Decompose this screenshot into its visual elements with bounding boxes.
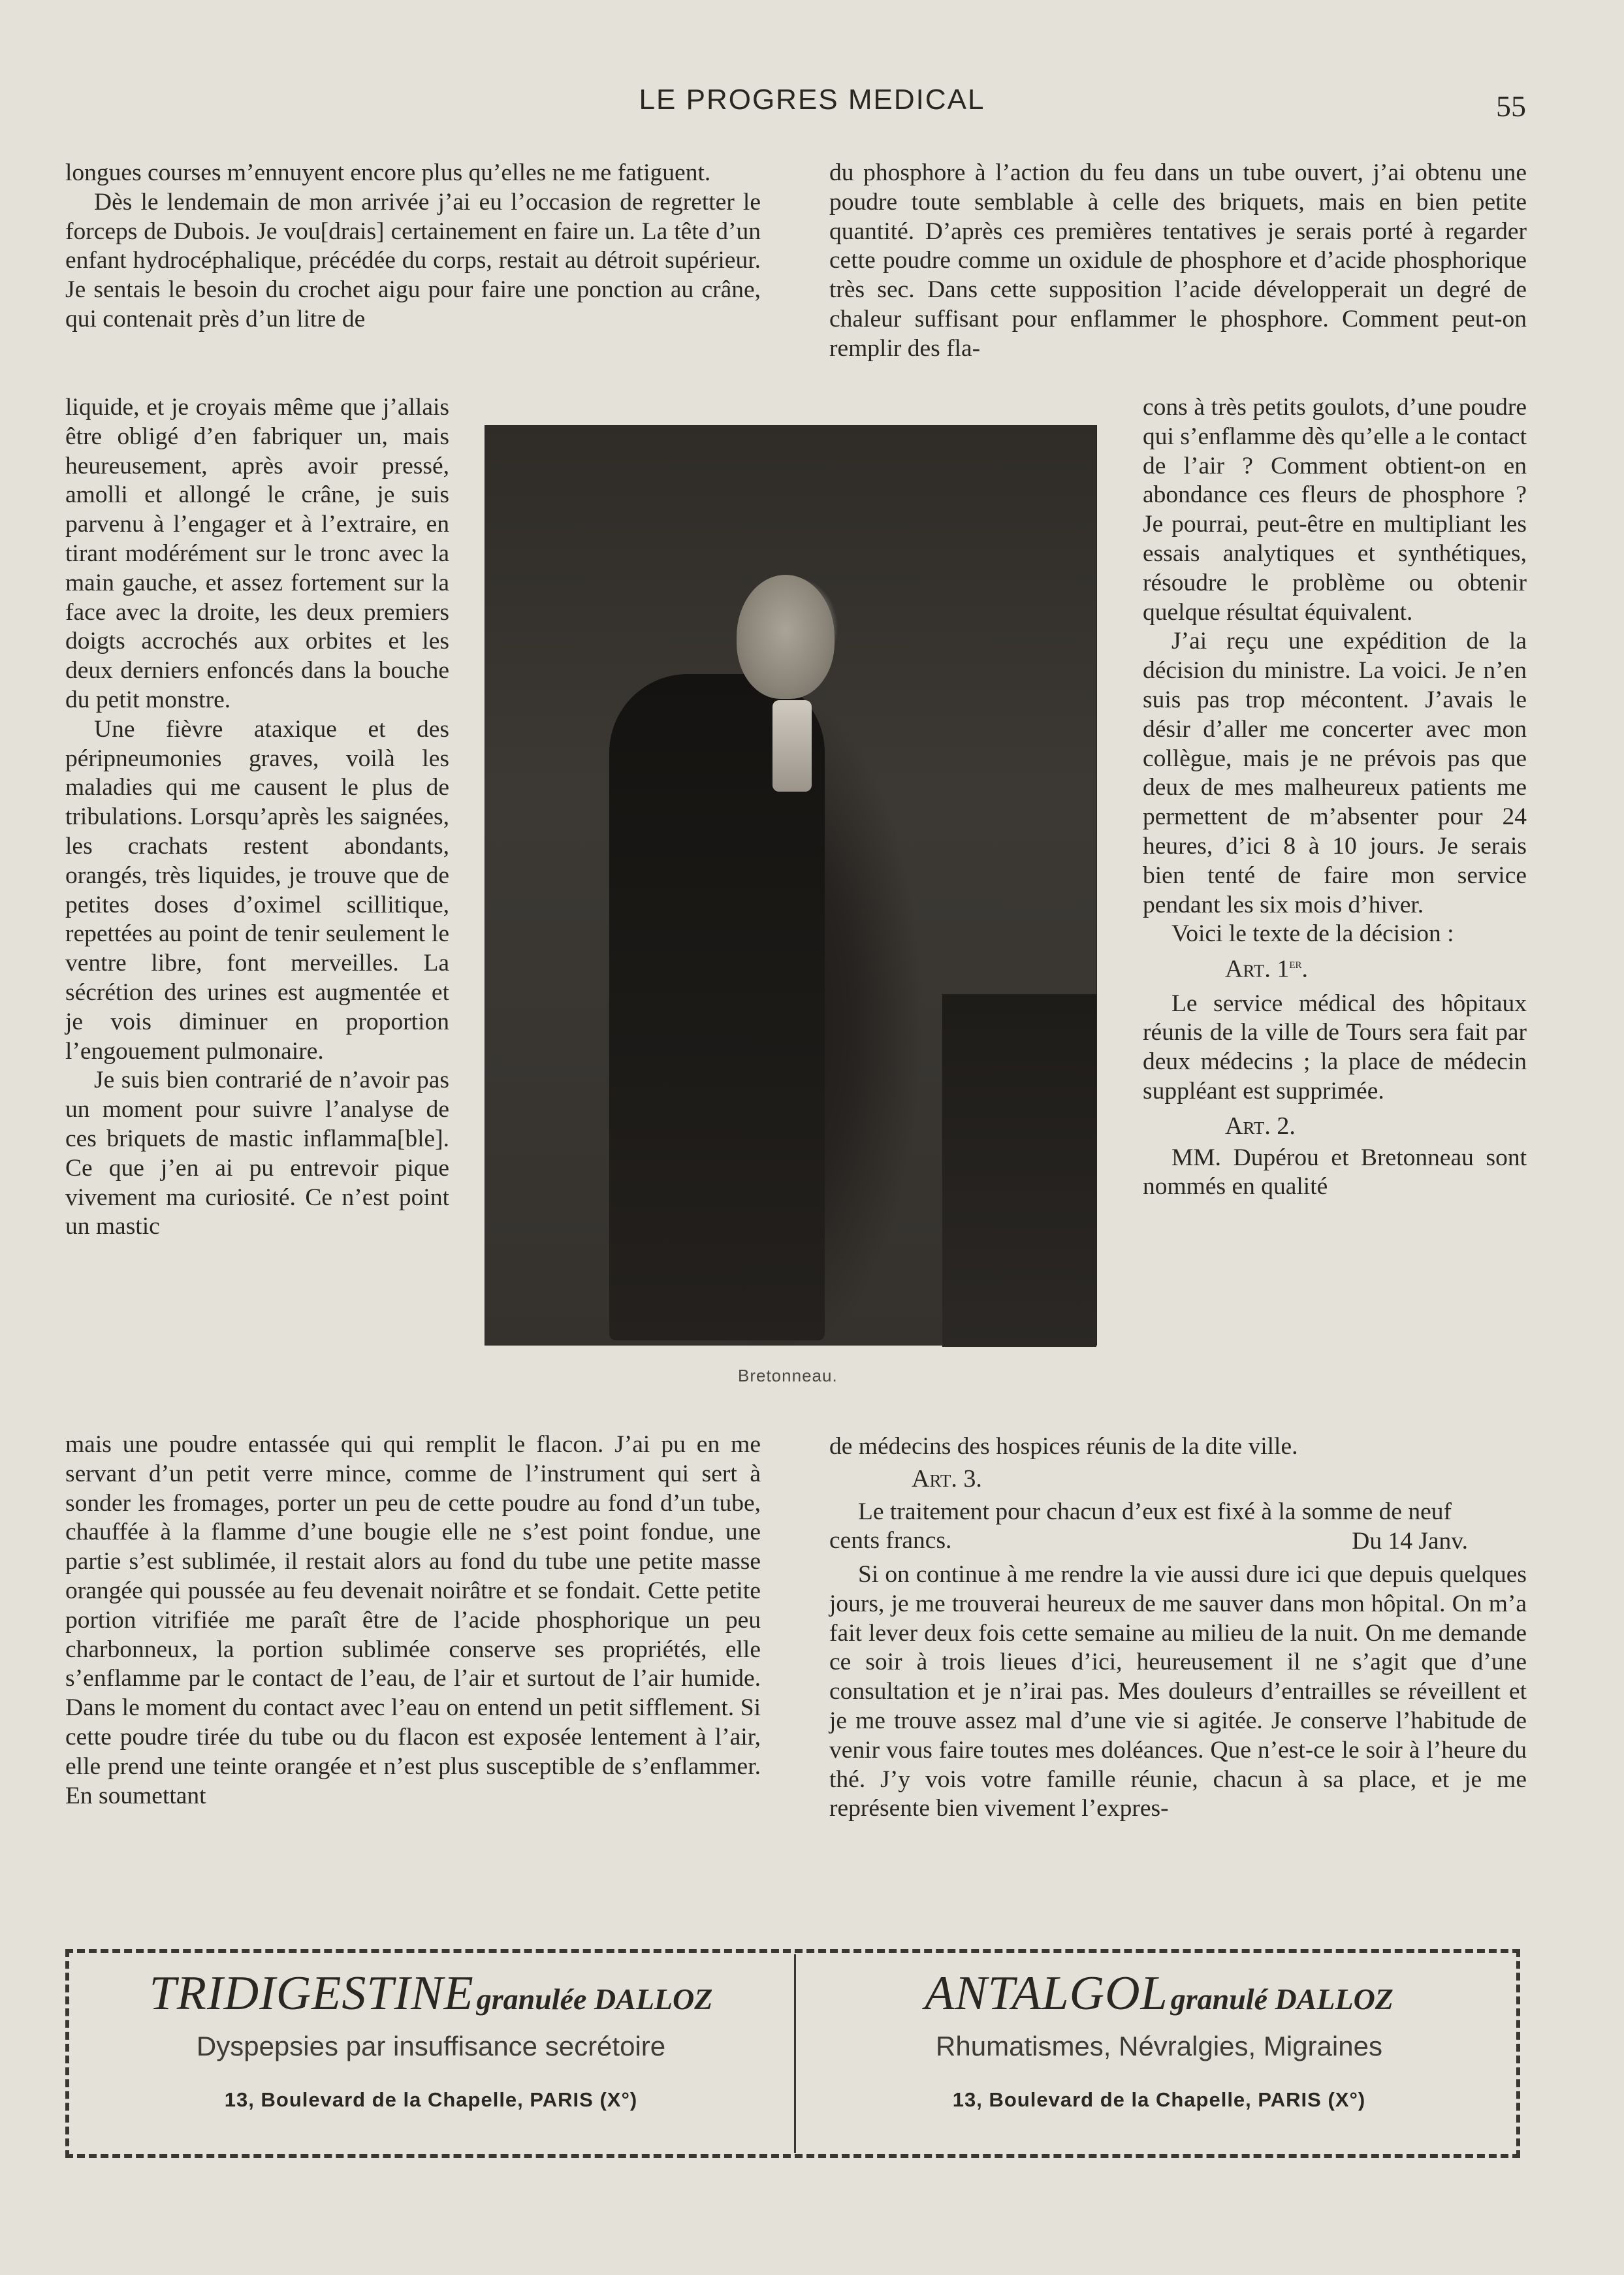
right-column-top [829, 159, 1527, 364]
left-column-narrow [65, 393, 449, 1242]
portrait-figure-head [737, 575, 835, 699]
ad-title-line [72, 1966, 790, 2022]
left-column-top [65, 159, 761, 334]
paragraph: longues courses m’ennuyent encore plus qu’elles ne me fatiguent. [65, 159, 711, 186]
article-2-text: MM. Dupérou et Bretonneau sont nommés en qualité [1143, 1144, 1527, 1201]
paragraph: du phosphore à l’action du feu dans un tube ouvert, j’ai obtenu une poudre toute semblable à celle des briquets, mais en bien petite quantité. D’après ces premières tentatives je serais porté à regarder cette poudre comme un oxidule de phosphore et d’acide phosphorique très sec. Dans cette supposition l’acide développerait un degré de chaleur suffisant pour enflammer le phosphore. Comment peut-on remplir des fla- [829, 159, 1527, 362]
paragraph: Une fièvre ataxique et des péripneumonies graves, voilà les maladies qui me causent le plus de tribulations. Lorsqu’après les saignées, les crachats restent abondants, orangés, très liquides, je trouve que de petites doses d’oximel scillitique, repettées au point de tenir seulement le ventre libre, font merveilles. La sécrétion des urines est augmentée et je vois diminuer en proportion l’engouement pulmonaire. [65, 715, 449, 1065]
decision-date: Du 14 Janv. [1352, 1528, 1468, 1555]
paragraph: liquide, et je croyais même que j’allais être obligé d’en fabriquer un, mais heureusement, après avoir pressé, amolli et allongé le crâne, je suis parvenu à l’engager et à l’extraire, en tirant modérément sur le tronc avec la main gauche, et assez fortement sur la face avec la droite, les deux premiers doigts accrochés aux orbites et les deux derniers enfoncés dans la bouche du petit monstre. [65, 394, 449, 713]
article-3-heading: Art. 3. [912, 1464, 982, 1492]
left-column-bottom [65, 1430, 761, 1811]
ad-address: 13, Boulevard de la Chapelle, PARIS (X°) [952, 2088, 1366, 2111]
ad-product-subtitle: granulé DALLOZ [1170, 1982, 1393, 2016]
ad-tridigestine [72, 1966, 790, 2112]
right-column-narrow [1143, 393, 1527, 1202]
article-heading [1225, 949, 1527, 984]
paragraph: Dès le lendemain de mon arrivée j’ai eu l’occasion de regretter le forceps de Dubois. Je vou[drais] certainement en faire un. La tête d’un enfant hydrocéphalique, précédée du corps, restait au détroit supérieur. Je sentais le besoin du crochet aigu pour faire une ponction au crâne, qui contenait près d’un litre de [65, 188, 761, 332]
portrait-figure-shirt [772, 700, 812, 792]
running-header: LE PROGRES MEDICAL [639, 84, 985, 116]
ad-antalgol [800, 1966, 1518, 2112]
article-1-dot: . [1301, 955, 1308, 983]
article-1-superscript: er [1289, 955, 1302, 972]
article-1-label: Art. 1 [1225, 955, 1290, 983]
paragraph: mais une poudre entassée qui qui remplit le flacon. J’ai pu en me servant d’un petit verre mince, comme de l’instrument qui sert à sonder les fromages, porter un peu de cette poudre au fond d’un tube, chauffée à la flamme d’une bougie elle ne s’est point fondue, une partie s’est sublimée, il restait alors au fond du tube une petite masse orangée qui poussée au feu devenait noirâtre et se fondait. Cette petite portion vitrifiée me paraît être de l’acide phosphorique un peu charbonneux, la portion sublimée conserve ses propriétés, elle s’enflamme par le contact de l’eau, de l’air et surtout de l’air humide. Dans le moment du contact avec l’eau on entend un petit sifflement. Si cette poudre tirée du tube ou du flacon est exposée lentement à l’air, elle prend une teinte orangée et n’est plus susceptible de s’enflammer. En soumettant [65, 1431, 761, 1809]
ad-description: Dyspepsies par insuffisance secrétoire [196, 2031, 666, 2061]
paragraph: de médecins des hospices réunis de la dite ville. [829, 1433, 1298, 1460]
ad-product-subtitle: granulée DALLOZ [476, 1982, 713, 2016]
ad-title-line [800, 1966, 1518, 2022]
right-column-mid [829, 1432, 1527, 1824]
ad-product-name: ANTALGOL [925, 1967, 1168, 2020]
portrait-photo [485, 425, 1097, 1346]
article-3-text: Le traitement pour chacun d’eux est fixé à la somme de neuf cents francs. [829, 1498, 1452, 1555]
ad-product-name: TRIDIGESTINE [149, 1967, 474, 2020]
paragraph: Je suis bien contrarié de n’avoir pas un moment pour suivre l’analyse de ces briquets de mastic inflamma[ble]. Ce que j’en ai pu entrevoir pique vivement ma curiosité. Ce n’est point un mastic [65, 1067, 449, 1240]
article-2-heading: Art. 2. [1225, 1112, 1296, 1140]
ad-address: 13, Boulevard de la Chapelle, PARIS (X°) [224, 2088, 638, 2111]
paragraph: Si on continue à me rendre la vie aussi dure ici que depuis quelques jours, je me trouverai heureux de me sauver dans mon hôpital. On m’a fait lever deux fois cette semaine au milieu de la nuit. On me demande ce soir à trois lieues d’ici, heureusement il ne s’agit que d’une consultation et je n’irai pas. Mes douleurs d’entrailles se réveillent et je me trouve assez mal d’une vie si agitée. Je conserve l’habitude de venir vous faire toutes mes doléances. Que n’est-ce le soir à l’heure du thé. J’y vois votre famille réunie, chacun à sa place, et je me représente bien vivement l’expres- [829, 1560, 1527, 1822]
article-1-text: Le service médical des hôpitaux réunis de la ville de Tours sera fait par deux médecins ; la place de médecin suppléant est supprimée. [1143, 990, 1527, 1105]
ad-description: Rhumatismes, Névralgies, Migraines [936, 2031, 1382, 2061]
paragraph: Voici le texte de la décision : [1171, 920, 1454, 948]
advertisement-divider [794, 1954, 796, 2153]
page-number: 55 [1496, 89, 1526, 123]
paragraph: J’ai reçu une expédition de la décision du ministre. La voici. Je n’en suis pas trop mécontent. J’avais le désir d’aller me concerter avec mon collègue, mais je ne prévois pas que deux de mes malheureux patients me permettent de m’absenter pour 24 heures, d’ici 8 à 10 jours. Je serais bien tenté de faire mon service pendant les six mois d’hiver. [1143, 628, 1527, 918]
photo-caption: Bretonneau. [738, 1366, 838, 1385]
portrait-table [942, 994, 1096, 1347]
paragraph: cons à très petits goulots, d’une poudre qui s’enflamme dès qu’elle a le contact de l’air ? Comment obtient-on en abondance ces fleurs de phosphore ? Je pourrai, peut-être en multipliant les essais analytiques et synthétiques, résoudre le problème ou obtenir quelque résultat équivalent. [1143, 394, 1527, 626]
